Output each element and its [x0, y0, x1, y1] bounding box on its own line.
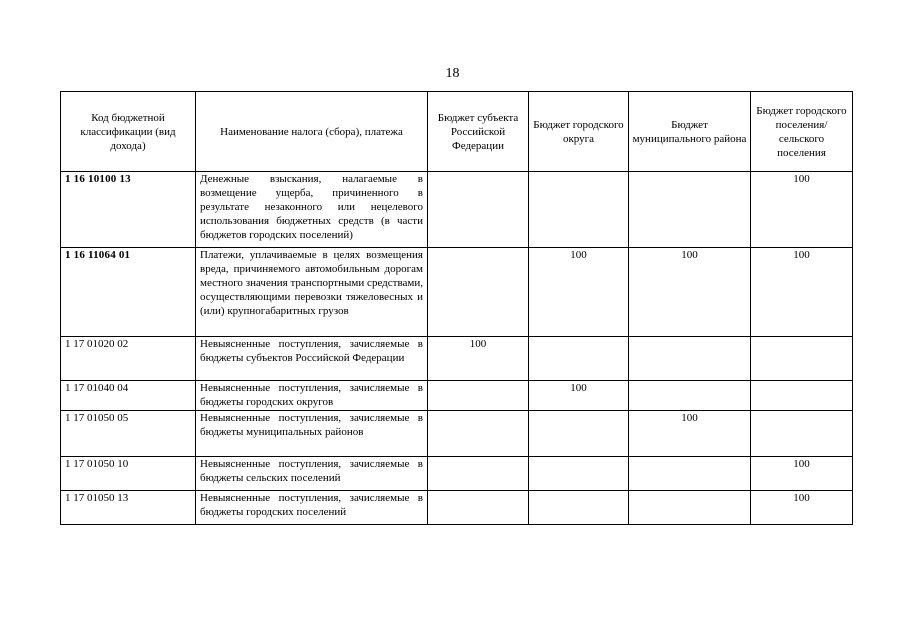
row-name: Невыясненные поступления, зачисляемые в бюджеты городских поселений	[196, 491, 428, 525]
row-settlement-value	[751, 337, 853, 381]
row-subject-value	[428, 491, 529, 525]
row-city-district-value	[529, 337, 629, 381]
row-settlement-value: 100	[751, 491, 853, 525]
row-code: 1 16 11064 01	[61, 248, 196, 337]
header-code: Код бюджетной классификации (вид дохода)	[61, 92, 196, 172]
row-settlement-value	[751, 411, 853, 457]
row-name: Денежные взыскания, налагаемые в возмещение ущерба, причиненного в результате незаконного или нецелевого использования бюджетных средств (в части бюджетов городских поселений)	[196, 172, 428, 248]
row-city-district-value	[529, 411, 629, 457]
header-subject-budget: Бюджет субъекта Российской Федерации	[428, 92, 529, 172]
row-municipal-district-value	[629, 491, 751, 525]
row-city-district-value	[529, 491, 629, 525]
page-number: 18	[445, 66, 460, 81]
row-city-district-value: 100	[529, 248, 629, 337]
row-municipal-district-value	[629, 172, 751, 248]
row-municipal-district-value: 100	[629, 411, 751, 457]
row-settlement-value: 100	[751, 457, 853, 491]
row-code: 1 17 01050 10	[61, 457, 196, 491]
row-name: Невыясненные поступления, зачисляемые в бюджеты муниципальных районов	[196, 411, 428, 457]
row-city-district-value	[529, 172, 629, 248]
row-settlement-value: 100	[751, 248, 853, 337]
row-city-district-value: 100	[529, 381, 629, 411]
table-row	[61, 457, 853, 491]
table-row	[61, 337, 853, 381]
row-settlement-value: 100	[751, 172, 853, 248]
row-name: Невыясненные поступления, зачисляемые в бюджеты городских округов	[196, 381, 428, 411]
table-row	[61, 491, 853, 525]
row-subject-value	[428, 248, 529, 337]
row-code: 1 17 01020 02	[61, 337, 196, 381]
table-row	[61, 248, 853, 337]
header-name: Наименование налога (сбора), платежа	[196, 92, 428, 172]
row-code: 1 17 01050 13	[61, 491, 196, 525]
row-municipal-district-value: 100	[629, 248, 751, 337]
row-subject-value	[428, 457, 529, 491]
table-row	[61, 411, 853, 457]
table-row	[61, 381, 853, 411]
table-header-row	[61, 92, 853, 172]
row-name: Невыясненные поступления, зачисляемые в бюджеты субъектов Российской Федерации	[196, 337, 428, 381]
row-subject-value	[428, 411, 529, 457]
row-subject-value: 100	[428, 337, 529, 381]
row-municipal-district-value	[629, 457, 751, 491]
row-settlement-value	[751, 381, 853, 411]
header-municipal-district-budget: Бюджет муниципального района	[629, 92, 751, 172]
row-subject-value	[428, 172, 529, 248]
revenue-distribution-table	[60, 91, 853, 525]
row-name: Невыясненные поступления, зачисляемые в бюджеты сельских поселений	[196, 457, 428, 491]
row-code: 1 17 01050 05	[61, 411, 196, 457]
table-row	[61, 172, 853, 248]
header-city-district-budget: Бюджет городского округа	[529, 92, 629, 172]
row-code: 1 17 01040 04	[61, 381, 196, 411]
row-code: 1 16 10100 13	[61, 172, 196, 248]
row-municipal-district-value	[629, 381, 751, 411]
row-municipal-district-value	[629, 337, 751, 381]
row-subject-value	[428, 381, 529, 411]
row-name: Платежи, уплачиваемые в целях возмещения вреда, причиняемого автомобильным дорогам местного значения транспортными средствами, осуществляющими перевозки тяжеловесных и (или) крупногабаритных грузов	[196, 248, 428, 337]
row-city-district-value	[529, 457, 629, 491]
header-settlement-budget: Бюджет городского поселения/ сельского поселения	[751, 92, 853, 172]
